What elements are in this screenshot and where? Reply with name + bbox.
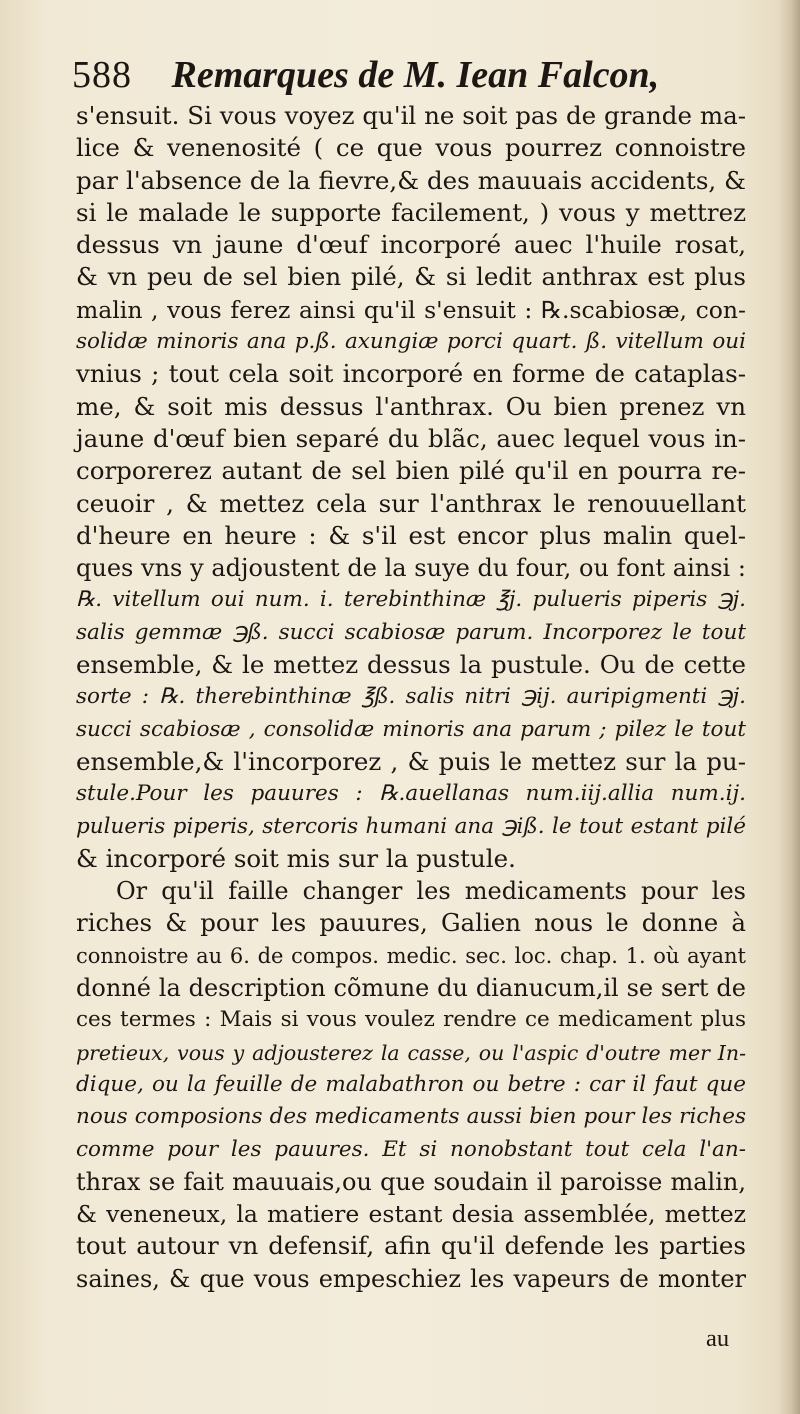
text-line: si le malade le supporte facilement, ) vous y mettrez xyxy=(76,197,746,227)
text-line: corporerez autant de sel bien pilé qu'il en pourra re- xyxy=(76,456,746,486)
page-edge-shadow xyxy=(778,0,800,1414)
text-line: tout autour vn defensif, afin qu'il defende les parties xyxy=(76,1231,746,1261)
text-line: riches & pour les pauures, Galien nous le donne à xyxy=(76,908,746,938)
catchword: au xyxy=(706,1325,730,1352)
text-line: ceuoir , & mettez cela sur l'anthrax le renouuellant xyxy=(76,488,746,518)
text-line: ces termes : Mais si vous voulez rendre ce medicament plus xyxy=(76,1007,746,1033)
text-line: lice & venenosité ( ce que vous pourrez connoistre xyxy=(76,133,746,163)
text-line: ensemble, & le mettez dessus la pustule. Ou de cette xyxy=(76,650,746,680)
text-line: donné la description cõmune du dianucum,il se sert de xyxy=(76,974,746,1003)
text-line: jaune d'œuf bien separé du blãc, auec lequel vous in- xyxy=(76,423,746,453)
text-line: s'ensuit. Si vous voyez qu'il ne soit pas de grande ma- xyxy=(76,101,746,130)
text-line: connoistre au 6. de compos. medic. sec. loc. chap. 1. où ayant xyxy=(76,943,746,968)
page-number: 588 xyxy=(72,54,132,96)
text-line: me, & soit mis dessus l'anthrax. Ou bien prenez vn xyxy=(76,391,746,421)
text-line: par l'absence de la fievre,& des mauuais accidents, & xyxy=(76,165,746,195)
text-line: saines, & que vous empeschiez les vapeurs de monter xyxy=(76,1264,746,1293)
text-line: & veneneux, la matiere estant desia assemblée, mettez xyxy=(76,1200,746,1229)
text-line: ques vns y adjoustent de la suye du four, ou font ainsi : xyxy=(76,554,746,583)
text-line: & vn peu de sel bien pilé, & si ledit anthrax est plus xyxy=(76,262,746,292)
text-line: ℞. vitellum oui num. i. terebinthinæ ℥j. pulueris piperis ℈j. xyxy=(76,587,746,613)
text-line: sorte : ℞. therebinthinæ ℥ß. salis nitri ℈ij. auripigmenti ℈j. xyxy=(76,684,746,710)
text-line: Or qu'il faille changer les medicaments pour les xyxy=(116,877,746,906)
text-line: ensemble,& l'incorporez , & puis le mettez sur la pu- xyxy=(76,746,746,776)
text-line: solidæ minoris ana p.ß. axungiæ porci quart. ß. vitellum oui xyxy=(76,329,746,355)
text-line: succi scabiosæ , consolidæ minoris ana parum ; pilez le tout xyxy=(76,716,746,742)
text-line: thrax se fait mauuais,ou que soudain il paroisse malin, xyxy=(76,1167,746,1196)
running-title: Remarques de M. Iean Falcon, xyxy=(171,54,660,96)
text-line: pretieux, vous y adjousterez la casse, ou l'aspic d'outre mer In- xyxy=(76,1040,746,1065)
text-line: dique, ou la feuille de malabathron ou betre : car il faut que xyxy=(76,1071,746,1097)
text-line: d'heure en heure : & s'il est encor plus malin quel- xyxy=(76,520,746,550)
text-line: & incorporé soit mis sur la pustule. xyxy=(76,843,516,873)
text-line: stule.Pour les pauures : ℞.auellanas num.iij.allia num.ij. xyxy=(76,781,746,807)
text-line: malin , vous ferez ainsi qu'il s'ensuit : ℞.scabiosæ, con- xyxy=(76,295,746,324)
text-line: comme pour les pauures. Et si nonobstant tout cela l'an- xyxy=(76,1136,746,1162)
text-line: vnius ; tout cela soit incorporé en forme de cataplas- xyxy=(76,359,746,389)
running-head xyxy=(72,52,672,98)
text-line: dessus vn jaune d'œuf incorporé auec l'huile rosat, xyxy=(76,230,746,260)
body-text xyxy=(76,100,746,1295)
text-line: pulueris piperis, stercoris humani ana ℈iß. le tout estant pilé xyxy=(76,813,746,839)
text-line: salis gemmæ ℈ß. succi scabiosæ parum. Incorporez le tout xyxy=(76,619,746,645)
text-line: nous composions des medicaments aussi bien pour les riches xyxy=(76,1104,746,1130)
